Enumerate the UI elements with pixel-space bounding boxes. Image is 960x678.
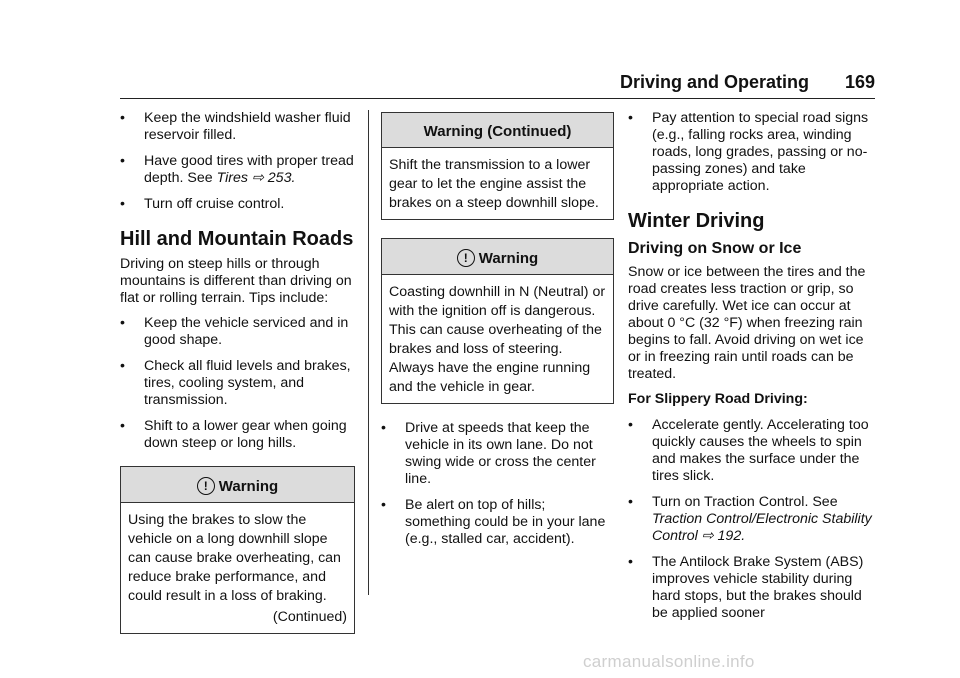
list-item: • Be alert on top of hills; something could be in your lane (e.g., stalled car, accident).	[381, 497, 606, 547]
warning-box	[381, 238, 614, 404]
list-item: • Turn on Traction Control. See Traction Control/Electronic Stability Control ⇨ 192.	[628, 494, 872, 544]
watermark: carmanualsonline.info	[583, 652, 755, 671]
xref-arrow-icon: ⇨	[251, 170, 264, 186]
winter-intro: Snow or ice between the tires and the road creates less traction or grip, so drive carefully. Wet ice can occur at about 0 °C (32 °F) when freezing rain begins to fall. Avoid driving on wet ice or in freezing rain until roads can be treated.	[628, 264, 866, 382]
warning-body: Coasting downhill in N (Neutral) or with the ignition off is dangerous. This can cause overheating of the brakes and loss of steering. Always have the engine running and the vehicle in gear.	[389, 284, 606, 395]
warning-box-continued	[381, 112, 614, 220]
column-2	[381, 110, 614, 557]
section-title: Driving and Operating	[619, 72, 809, 92]
warning-header: ! Warning	[382, 239, 613, 275]
column-divider-1	[368, 110, 369, 595]
heading-hill-mountain: Hill and Mountain Roads	[120, 228, 354, 250]
list-item: • Pay attention to special road signs (e.g., falling rocks area, winding roads, long grades, passing or no-passing zones) and take appropriate action.	[628, 110, 869, 194]
heading-winter-driving: Winter Driving	[628, 210, 765, 232]
list-item: • Drive at speeds that keep the vehicle in its own lane. Do not swing wide or cross the center line.	[381, 420, 596, 487]
warning-icon: !	[457, 249, 475, 267]
column-1	[120, 110, 355, 650]
list-item: • Have good tires with proper tread depth. See Tires ⇨ 253.	[120, 153, 354, 186]
warning-body: Using the brakes to slow the vehicle on a long downhill slope can cause brake overheating, can reduce brake performance, and could result in a loss of braking. (Continued)	[128, 512, 347, 625]
list-item: • Keep the vehicle serviced and in good shape.	[120, 315, 349, 348]
xref-arrow-icon: ⇨	[701, 528, 714, 544]
warning-header: Warning (Continued)	[382, 113, 613, 148]
list-item: • Turn off cruise control.	[120, 196, 285, 212]
intro-paragraph: Driving on steep hills or through mountains is different than driving on flat or rolling terrain. Tips include:	[120, 256, 352, 306]
continued-label: (Continued)	[272, 609, 347, 625]
list-item: • Accelerate gently. Accelerating too quickly causes the wheels to spin and makes the surface under the tires slick.	[628, 417, 869, 484]
slippery-road-label: For Slippery Road Driving:	[628, 391, 808, 407]
column-3	[628, 110, 878, 631]
warning-icon: !	[197, 477, 215, 495]
list-item: • Check all fluid levels and brakes, tires, cooling system, and transmission.	[120, 358, 351, 408]
tires-link[interactable]: Tires ⇨ 253.	[216, 170, 296, 186]
list-item: • Keep the windshield washer fluid reservoir filled.	[120, 110, 351, 143]
list-item: • Shift to a lower gear when going down steep or long hills.	[120, 418, 347, 451]
list-item: • The Antilock Brake System (ABS) improves vehicle stability during hard stops, but the brakes should be applied sooner	[628, 554, 864, 621]
warning-body: Shift the transmission to a lower gear to let the engine assist the brakes on a steep downhill slope.	[389, 157, 599, 211]
page-number: 169	[844, 72, 875, 92]
warning-box	[120, 466, 355, 634]
warning-header: ! Warning	[121, 467, 354, 503]
traction-control-link[interactable]: Traction Control/Electronic Stability Control ⇨ 192.	[652, 511, 872, 544]
page-header	[120, 72, 875, 99]
subheading-snow-ice: Driving on Snow or Ice	[628, 240, 802, 257]
